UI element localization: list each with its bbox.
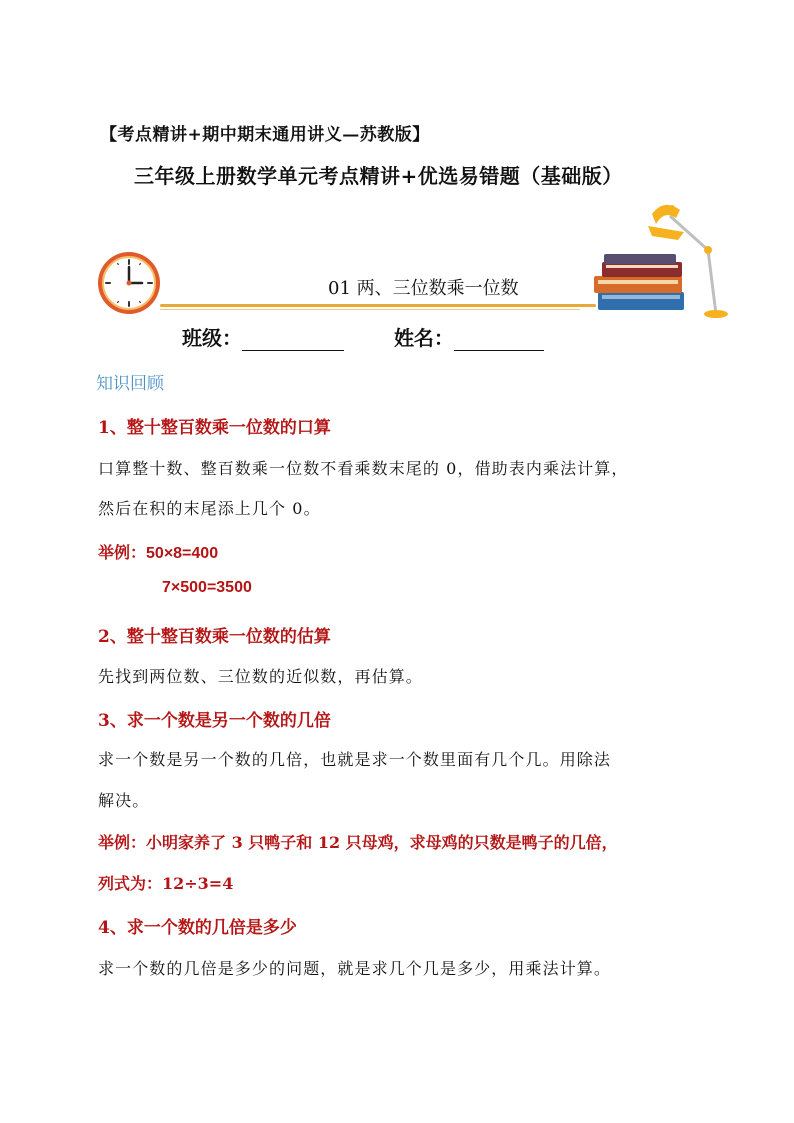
point-3-example-line-1: 举例：小明家养了 3 只鸭子和 12 只母鸡，求母鸡的只数是鸭子的几倍，: [98, 833, 618, 852]
class-input[interactable]: [242, 332, 344, 351]
point-1-example: [98, 540, 218, 563]
point-3-text-line-1: 求一个数是另一个数的几倍，也就是求一个数里面有几个几。用除法: [98, 750, 612, 769]
unit-title: 01 两、三位数乘一位数: [328, 278, 519, 299]
clock-icon: [96, 250, 162, 316]
point-1-text-line-2: 然后在积的末尾添上几个 0。: [98, 499, 321, 518]
point-1-example-label: 举例：: [98, 543, 147, 562]
point-2-heading: 2、整十整百数乘一位数的估算: [98, 627, 331, 647]
name-input[interactable]: [454, 332, 544, 351]
point-1-example-line-2: 7×500=3500: [162, 579, 252, 596]
banner-rule-thin: [160, 309, 580, 310]
point-1-example-line-1: 50×8=400: [146, 545, 219, 562]
point-2-text-line-1: 先找到两位数、三位数的近似数，再估算。: [98, 667, 423, 686]
point-3-example-line-2: 列式为：12÷3=4: [98, 874, 234, 893]
point-4-heading: 4、求一个数的几倍是多少: [98, 918, 297, 938]
point-3-heading: 3、求一个数是另一个数的几倍: [98, 711, 331, 731]
class-name-row: [182, 322, 544, 351]
name-label: 姓名：: [393, 326, 454, 350]
class-label: 班级：: [182, 326, 242, 350]
books-lamp-icon: [592, 196, 732, 320]
point-4-text-line-1: 求一个数的几倍是多少的问题，就是求几个几是多少，用乘法计算。: [98, 959, 612, 978]
main-title: 三年级上册数学单元考点精讲+优选易错题（基础版）: [134, 164, 623, 188]
point-3-text-line-2: 解决。: [98, 791, 150, 810]
banner-rule: [160, 304, 596, 307]
point-1-text-line-1: 口算整十数、整百数乘一位数不看乘数末尾的 0，借助表内乘法计算，: [98, 459, 629, 478]
section-label: 知识回顾: [96, 374, 164, 394]
point-1-heading: 1、整十整百数乘一位数的口算: [98, 418, 331, 438]
bracket-title: 【考点精讲+期中期末通用讲义—苏教版】: [100, 125, 430, 145]
